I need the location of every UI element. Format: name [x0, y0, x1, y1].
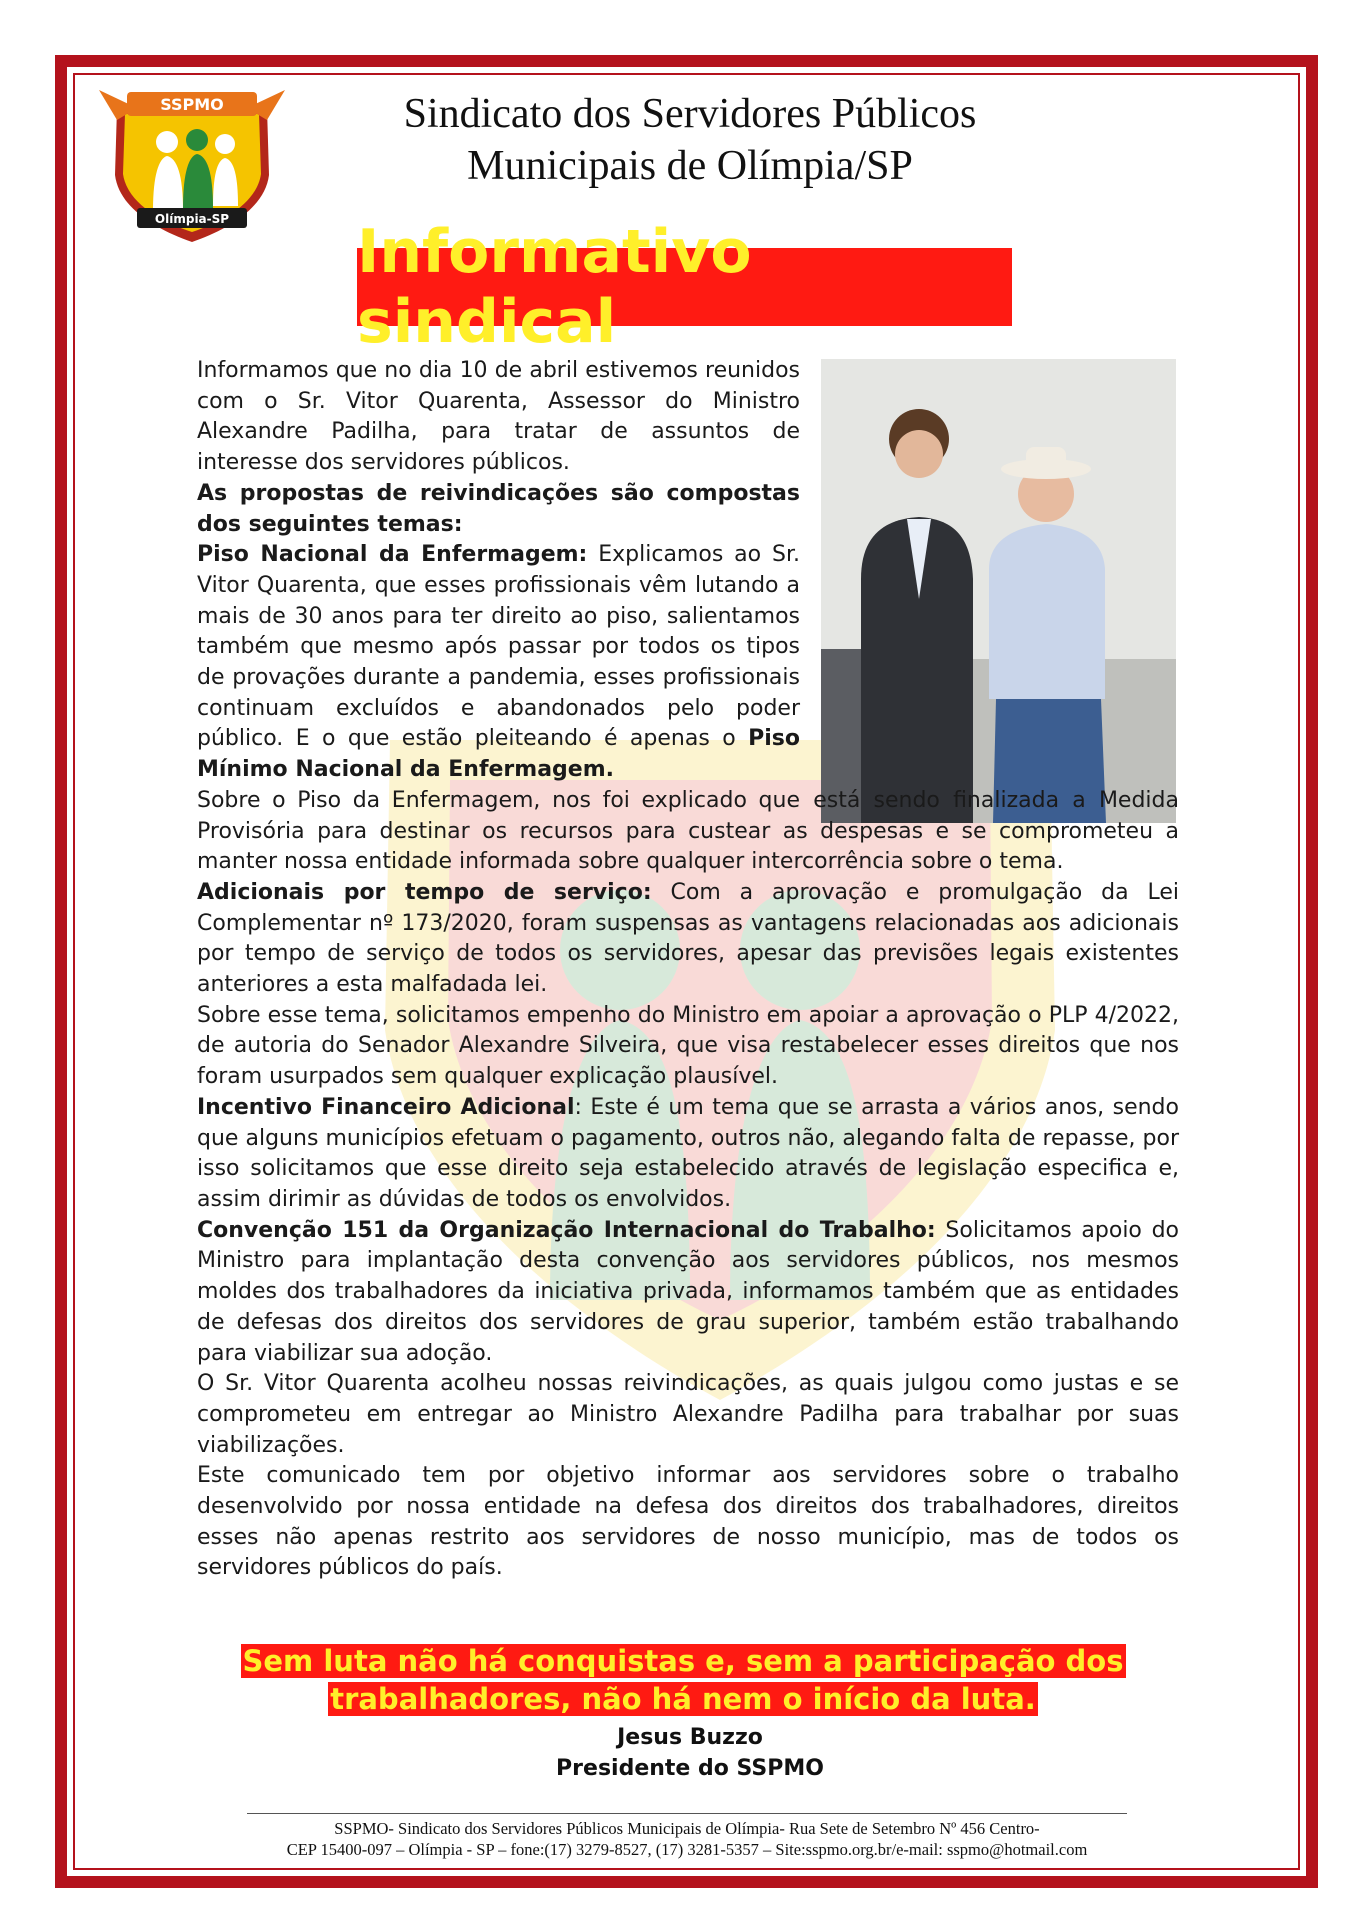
heading-piso-enfermagem: Piso Nacional da Enfermagem:: [197, 542, 588, 568]
footer-line2: CEP 15400-097 – Olímpia - SP – fone:(17) 3279-8527, (17) 3281-5357 – Site:sspmo.org.br/e-mail: sspmo@hotmail.com: [286, 1840, 1088, 1859]
paragraph-acolheu: O Sr. Vitor Quarenta acolheu nossas reivindicações, as quais julgou como justas e se comprometeu em entregar ao Ministro Alexandre Padilha para trabalhar por suas viabilizações.: [197, 1371, 1179, 1458]
logo-top-text: SSPMO: [160, 95, 224, 114]
paragraph-incentivo: Incentivo Financeiro Adicional: Este é um tema que se arrasta a vários anos, sendo que alguns municípios efetuam o pagamento, outros não, alegando falta de repasse, por isso solicitamos que esse direito seja estabelecido através de legislação especifica e, assim dirimir as dúvidas de todos os envolvidos.: [197, 1094, 1179, 1212]
organization-title: [300, 88, 1080, 192]
footer-divider: [247, 1813, 1127, 1814]
heading-adicionais: Adicionais por tempo de serviço:: [197, 879, 652, 905]
paragraph-plp: Sobre esse tema, solicitamos empenho do Ministro em apoiar a aprovação o PLP 4/2022, de autoria do Senador Alexandre Silveira, que visa restabelecer esses direitos que nos foram usurpados sem qualquer explicação plausível.: [197, 1002, 1179, 1090]
org-title-line1: Sindicato dos Servidores Públicos: [403, 91, 977, 137]
paragraph-convencao-151: Convenção 151 da Organização Internacional do Trabalho: Solicitamos apoio do Ministro para implantação desta convenção aos servidores públicos, nos mesmos moldes dos trabalhadores da iniciativa privada, informamos também que as entidades de defesas dos direitos dos servidores de grau superior, também estão trabalhando para viabilizar sua adoção.: [197, 1217, 1179, 1366]
paragraph-intro: Informamos que no dia 10 de abril estivemos reunidos com o Sr. Vitor Quarenta, Assessor do Ministro Alexandre Padilha, para tratar de assuntos de interesse dos servidores públicos.: [197, 358, 800, 476]
slogan: [240, 1642, 1126, 1718]
footer: [200, 1818, 1174, 1860]
paragraph-medida-provisoria: Sobre o Piso da Enfermagem, nos foi explicado que está sendo finalizada a Medida Provisória para destinar os recursos para custear as despesas e se comprometeu a manter nossa entidade informada sobre qualquer intercorrência sobre o tema.: [197, 787, 1179, 875]
heading-convencao-151: Convenção 151 da Organização Internacional do Trabalho:: [197, 1217, 936, 1243]
logo-bottom-text: Olímpia-SP: [154, 212, 230, 226]
slogan-line1: Sem luta não há conquistas e, sem a participação dos: [242, 1644, 1124, 1678]
slogan-line2: trabalhadores, não há nem o início da luta.: [330, 1682, 1036, 1716]
signature-role: Presidente do SSPMO: [556, 1756, 824, 1781]
mp-first-line: Sobre o Piso da Enfermagem, nos foi explicado que: [197, 787, 800, 813]
informativo-banner: [357, 217, 1012, 357]
paragraph-proposals-heading: As propostas de reivindicações são compostas dos seguintes temas:: [197, 480, 800, 537]
paragraph-adicionais: Adicionais por tempo de serviço: Com a aprovação e promulgação da Lei Complementar nº 173/2020, foram suspensas as vantagens relacionadas aos adicionais por tempo de serviço de todos os servidores, apesar das previsões legais existentes anteriores a esta malfadada lei.: [197, 879, 1179, 998]
paragraph-comunicado: Este comunicado tem por objetivo informar aos servidores sobre o trabalho desenvolvido por nossa entidade na defesa dos direitos dos trabalhadores, direitos esses não apenas restrito aos servidores de nosso município, mas de todos os servidores públicos do país.: [197, 1463, 1179, 1581]
heading-incentivo: Incentivo Financeiro Adicional: [197, 1094, 575, 1120]
footer-line1: SSPMO- Sindicato dos Servidores Públicos Municipais de Olímpia- Rua Sete de Setembro Nº 456 Centro-: [334, 1819, 1040, 1838]
org-title-line2: Municipais de Olímpia/SP: [467, 143, 913, 189]
sspmo-logo: [97, 80, 287, 245]
signature: [400, 1722, 980, 1784]
paragraph-piso-enfermagem: Piso Nacional da Enfermagem: Explicamos ao Sr. Vitor Quarenta, que esses profissionais vêm lutando a mais de 30 anos para ter direito ao piso, salientamos também que mesmo após passar por todos os tipos de provações durante a pandemia, esses profissionais continuam excluídos e abandonados pelo poder público. E o que estão pleiteando é apenas o Piso Mínimo Nacional da Enfermagem.: [197, 542, 800, 783]
signature-name: Jesus Buzzo: [617, 1725, 763, 1750]
banner-title: Informativo sindical: [357, 217, 752, 357]
body-text: [197, 356, 1179, 1584]
